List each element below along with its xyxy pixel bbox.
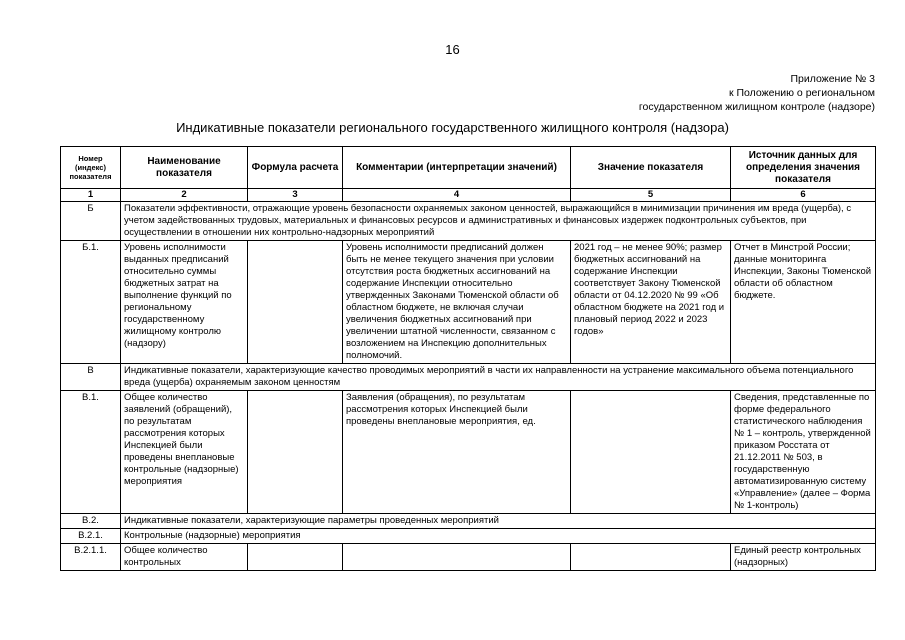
section-text: Индикативные показатели, характеризующие качество проводимых мероприятий в части их направленности на устранение максимального объема потенциального вреда (ущерба) охраняемым законом ценностям <box>121 364 876 391</box>
indicator-formula <box>248 241 343 364</box>
col-number: 3 <box>248 189 343 202</box>
section-text: Индикативные показатели, характеризующие параметры проведенных мероприятий <box>121 514 876 529</box>
header-index: Номер (индекс) показателя <box>61 147 121 189</box>
table-row <box>61 529 876 544</box>
table-row <box>61 544 876 571</box>
row-index: В.2.1. <box>61 529 121 544</box>
appendix-note <box>639 72 875 114</box>
header-name: Наименование показателя <box>121 147 248 189</box>
indicator-value <box>571 391 731 514</box>
col-number: 4 <box>343 189 571 202</box>
header-value: Значение показателя <box>571 147 731 189</box>
col-number: 6 <box>731 189 876 202</box>
appendix-line-1: Приложение № 3 <box>790 73 875 85</box>
col-number: 5 <box>571 189 731 202</box>
table-row <box>61 364 876 391</box>
indicators-table <box>60 146 876 571</box>
table-row <box>61 391 876 514</box>
indicator-value: 2021 год – не менее 90%; размер бюджетных ассигнований на содержание Инспекции соответствует Закону Тюменской области от 04.12.2020 № 99 «Об областном бюджете на 2021 год и плановый период 2022 и 2023 годов» <box>571 241 731 364</box>
appendix-line-3: государственном жилищном контроле (надзоре) <box>638 101 875 113</box>
col-number: 2 <box>121 189 248 202</box>
row-index: В.2.1.1. <box>61 544 121 571</box>
indicator-source: Сведения, представленные по форме федерального статистического наблюдения № 1 – контроль, утвержденной приказом Росстата от 21.12.2011 № 503, в государственную автоматизированную систему «Управление» (далее – Форма № 1-контроль) <box>731 391 876 514</box>
appendix-line-2: к Положению о региональном <box>728 87 875 99</box>
column-number-row <box>61 189 876 202</box>
indicator-comment: Заявления (обращения), по результатам рассмотрения которых Инспекцией были проведены внеплановые мероприятия, ед. <box>343 391 571 514</box>
indicator-comment: Уровень исполнимости предписаний должен быть не менее текущего значения при условии отсутствия роста бюджетных ассигнований на содержание Инспекции относительно утвержденных Законами Тюменской области об областном бюджете, не включая случаи увеличения бюджетных ассигнований при увеличении штатной численности, связанном с возложением на Инспекцию дополнительных полномочий. <box>343 241 571 364</box>
table-row <box>61 202 876 241</box>
header-formula: Формула расчета <box>248 147 343 189</box>
indicator-formula <box>248 544 343 571</box>
header-comment: Комментарии (интерпретации значений) <box>343 147 571 189</box>
row-index: Б <box>61 202 121 241</box>
indicator-name: Уровень исполнимости выданных предписаний относительно суммы бюджетных затрат на выполнение функций по региональному государственному жилищному контролю (надзору) <box>121 241 248 364</box>
indicator-name: Общее количество заявлений (обращений), по результатам рассмотрения которых Инспекцией были проведены внеплановые контрольные (надзорные) мероприятия <box>121 391 248 514</box>
document-title: Индикативные показатели регионального государственного жилищного контроля (надзора) <box>176 120 729 135</box>
header-source: Источник данных для определения значения показателя <box>731 147 876 189</box>
row-index: В.1. <box>61 391 121 514</box>
indicator-source: Единый реестр контрольных (надзорных) <box>731 544 876 571</box>
indicator-comment <box>343 544 571 571</box>
header-row <box>61 147 876 189</box>
row-index: В.2. <box>61 514 121 529</box>
row-index: Б.1. <box>61 241 121 364</box>
table-row <box>61 241 876 364</box>
indicator-source: Отчет в Минстрой России; данные мониторинга Инспекции, Законы Тюменской области об областном бюджете. <box>731 241 876 364</box>
indicator-value <box>571 544 731 571</box>
section-text: Показатели эффективности, отражающие уровень безопасности охраняемых законом ценностей, выражающийся в минимизации причинения им вреда (ущерба), с учетом задействованных трудовых, материальных и финансовых ресурсов и административных и финансовых издержек подконтрольных субъектов, при осуществлении в отношении них контрольно-надзорных мероприятий <box>121 202 876 241</box>
col-number: 1 <box>61 189 121 202</box>
indicator-name: Общее количество контрольных <box>121 544 248 571</box>
section-text: Контрольные (надзорные) мероприятия <box>121 529 876 544</box>
indicator-formula <box>248 391 343 514</box>
page-number: 16 <box>445 42 460 57</box>
table-row <box>61 514 876 529</box>
row-index: В <box>61 364 121 391</box>
